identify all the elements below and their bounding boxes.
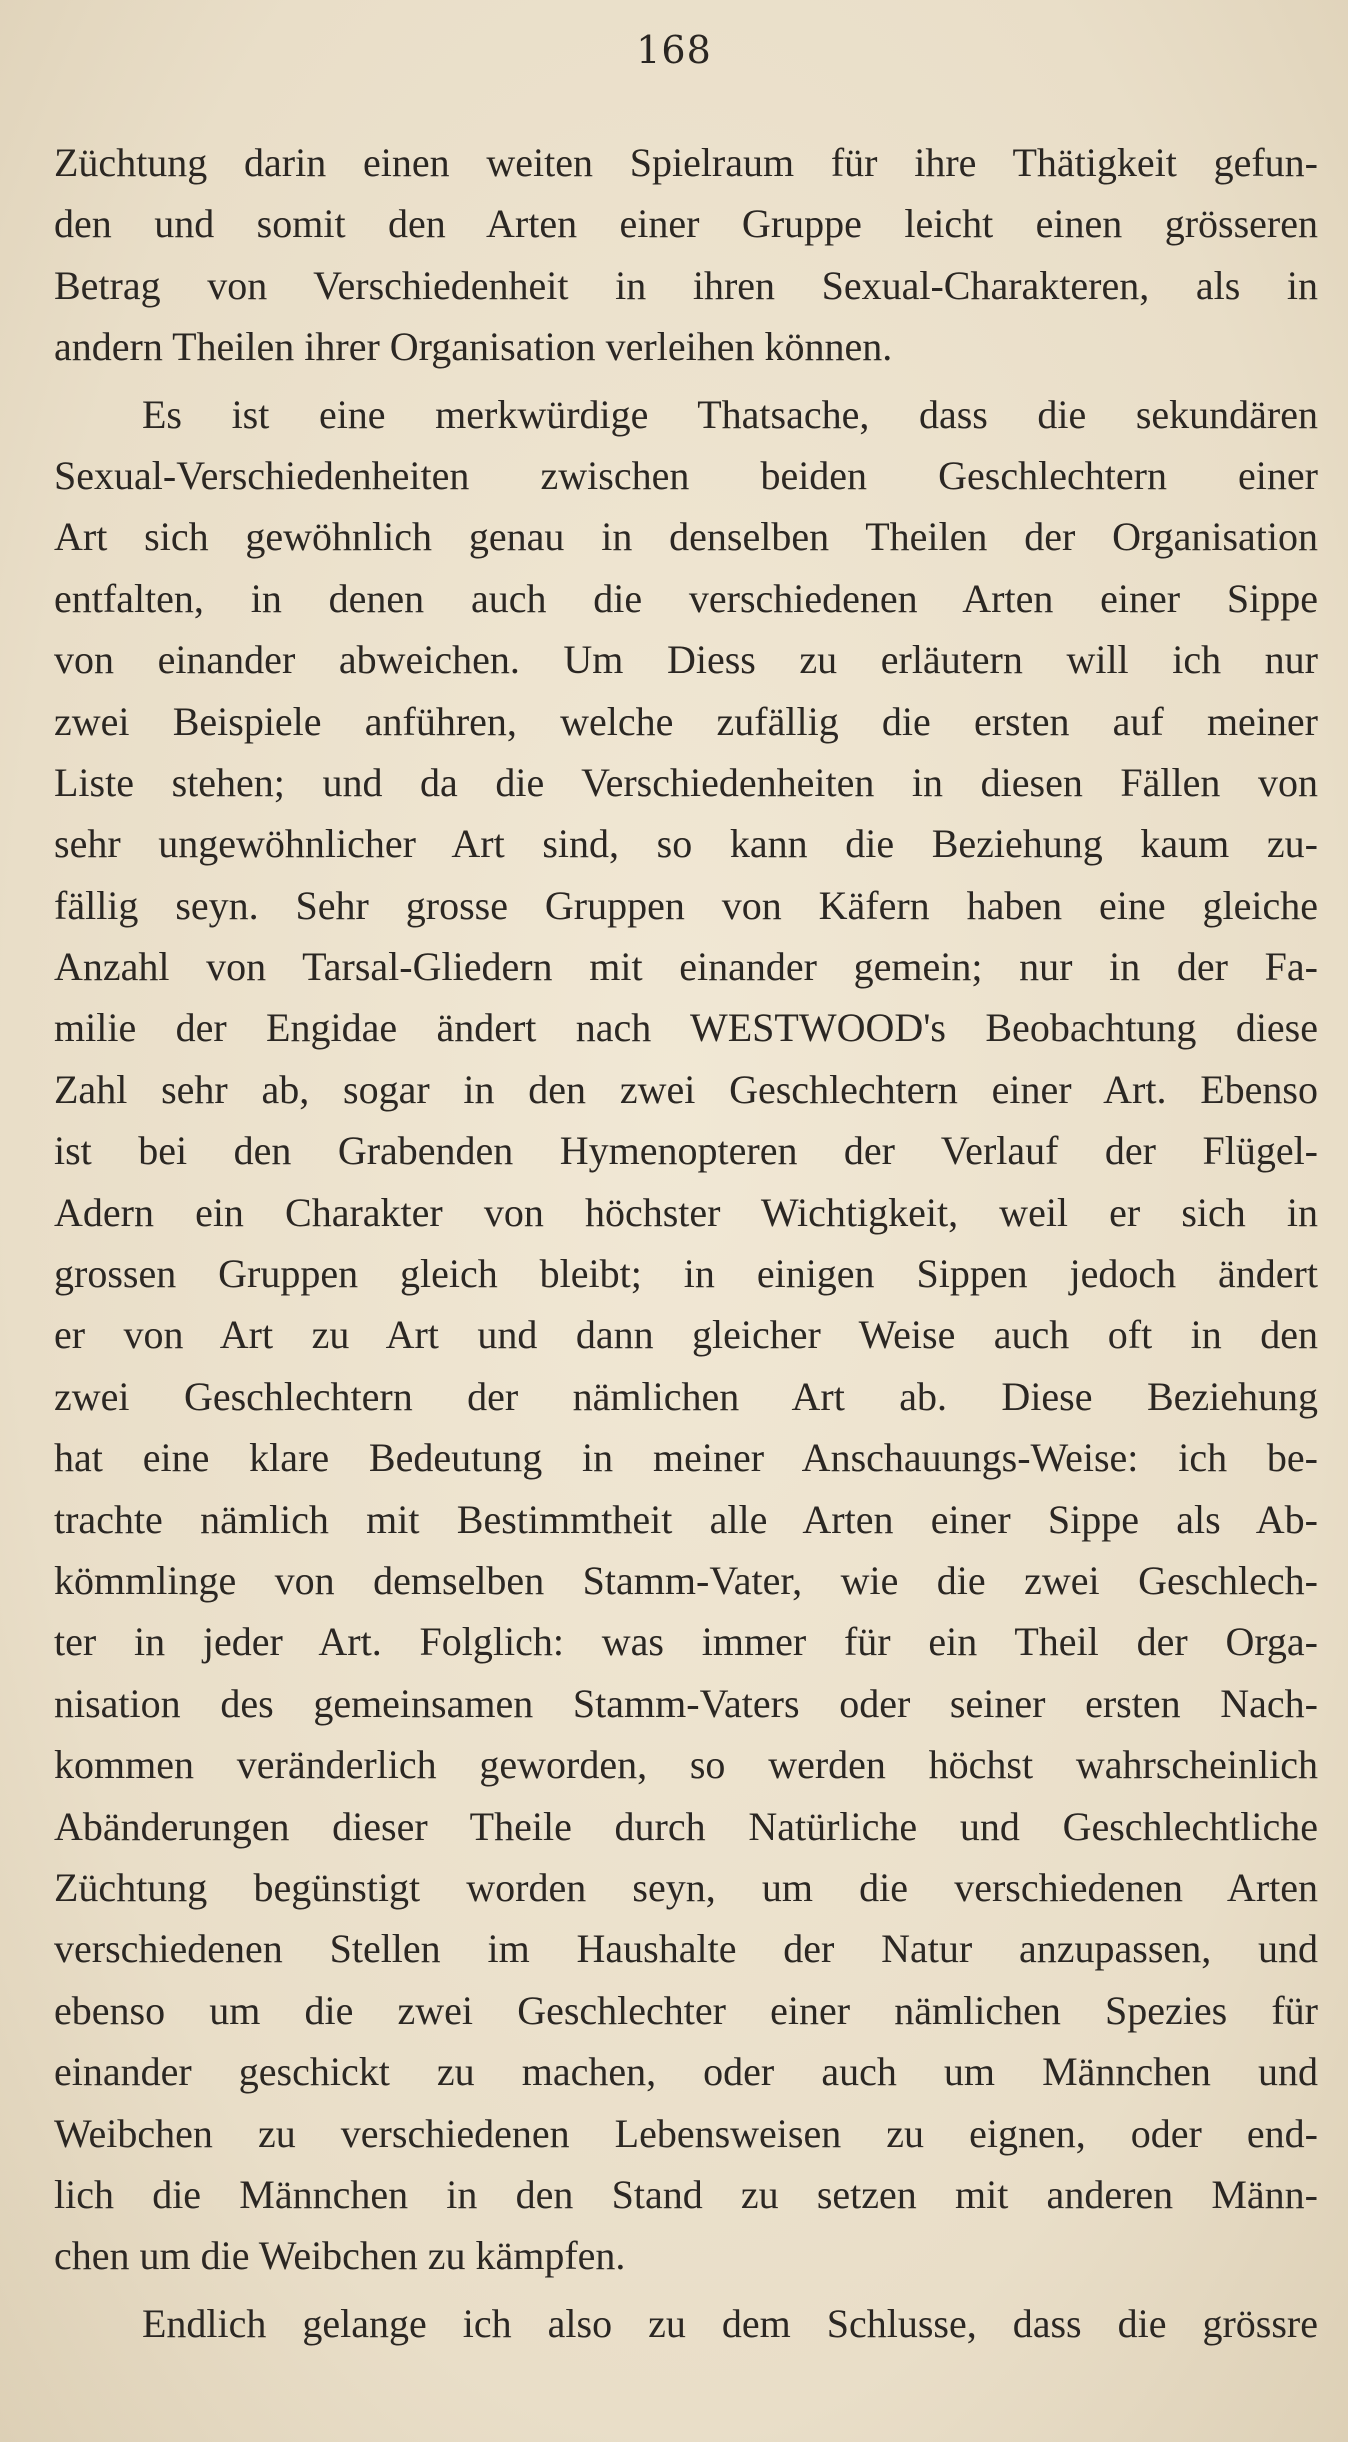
text-line: Züchtung darin einen weiten Spielraum für ihre Thätigkeit gefun- [54, 140, 1318, 185]
text-line: zwei Beispiele anführen, welche zufällig die ersten auf meiner [54, 698, 1318, 744]
text-line: Betrag von Verschiedenheit in ihren Sexual-Charakteren, als in [54, 262, 1318, 308]
text-line: entfalten, in denen auch die verschiedenen Arten einer Sippe [54, 575, 1318, 621]
text-line: verschiedenen Stellen im Haushalte der Natur anzupassen, und [54, 1926, 1318, 1972]
text-line: chen um die Weibchen zu kämpfen. [54, 2233, 626, 2279]
text-line: Adern ein Charakter von höchster Wichtigkeit, weil er sich in [54, 1189, 1318, 1235]
text-line: Es ist eine merkwürdige Thatsache, dass die sekundären [142, 391, 1318, 437]
text-line: Zahl sehr ab, sogar in den zwei Geschlechtern einer Art. Ebenso [54, 1066, 1318, 1112]
text-line: ter in jeder Art. Folglich: was immer für ein Theil der Orga- [54, 1619, 1318, 1665]
text-line: Endlich gelange ich also zu dem Schlusse, dass die grössre [142, 2300, 1318, 2346]
text-line: fällig seyn. Sehr grosse Gruppen von Käfern haben eine gleiche [54, 882, 1318, 928]
body-text [54, 132, 1318, 2354]
page-number: 168 [636, 28, 712, 72]
text-line: milie der Engidae ändert nach WESTWOOD's Beobachtung diese [54, 1005, 1318, 1051]
text-line: den und somit den Arten einer Gruppe leicht einen grösseren [54, 201, 1318, 247]
text-line: ist bei den Grabenden Hymenopteren der Verlauf der Flügel- [54, 1128, 1318, 1174]
text-line: kommen veränderlich geworden, so werden höchst wahrscheinlich [54, 1742, 1318, 1788]
text-line: trachte nämlich mit Bestimmtheit alle Arten einer Sippe als Ab- [54, 1496, 1318, 1542]
text-line: Weibchen zu verschiedenen Lebensweisen zu eignen, oder end- [54, 2110, 1318, 2156]
text-line: sehr ungewöhnlicher Art sind, so kann die Beziehung kaum zu- [54, 821, 1318, 867]
text-line: einander geschickt zu machen, oder auch um Männchen und [54, 2049, 1318, 2095]
text-line: Liste stehen; und da die Verschiedenheiten in diesen Fällen von [54, 759, 1318, 805]
text-line: Sexual-Verschiedenheiten zwischen beiden Geschlechtern einer [54, 452, 1318, 498]
text-line: Abänderungen dieser Theile durch Natürliche und Geschlechtliche [54, 1803, 1318, 1849]
text-line: kömmlinge von demselben Stamm-Vater, wie die zwei Geschlech- [54, 1557, 1318, 1603]
text-line: lich die Männchen in den Stand zu setzen mit anderen Männ- [54, 2171, 1318, 2217]
text-line: Züchtung begünstigt worden seyn, um die verschiedenen Arten [54, 1864, 1318, 1910]
text-line: Anzahl von Tarsal-Gliedern mit einander gemein; nur in der Fa- [54, 944, 1318, 990]
text-line: grossen Gruppen gleich bleibt; in einigen Sippen jedoch ändert [54, 1251, 1318, 1297]
text-line: ebenso um die zwei Geschlechter einer nämlichen Spezies für [54, 1987, 1318, 2033]
text-line: von einander abweichen. Um Diess zu erläutern will ich nur [54, 637, 1318, 683]
text-line: er von Art zu Art und dann gleicher Weise auch oft in den [54, 1312, 1318, 1358]
text-line: zwei Geschlechtern der nämlichen Art ab. Diese Beziehung [54, 1373, 1318, 1419]
text-line: hat eine klare Bedeutung in meiner Anschauungs-Weise: ich be- [54, 1435, 1318, 1481]
text-line: Art sich gewöhnlich genau in denselben Theilen der Organisation [54, 514, 1318, 560]
text-line: nisation des gemeinsamen Stamm-Vaters oder seiner ersten Nach- [54, 1680, 1318, 1726]
text-line: andern Theilen ihrer Organisation verleihen können. [54, 324, 893, 370]
